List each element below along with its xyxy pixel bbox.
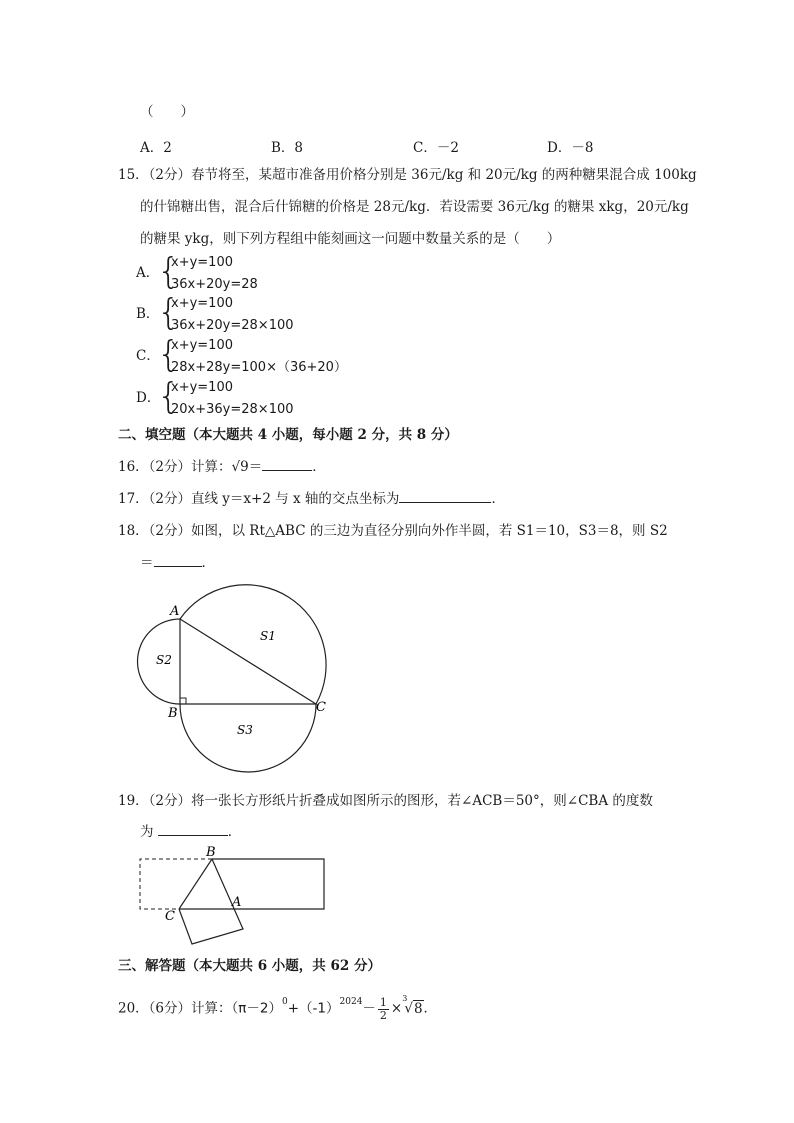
section-2-heading: 二、填空题（本大题共 4 小题，每小题 2 分，共 8 分） bbox=[118, 427, 458, 443]
q14-answer-paren: （ ） bbox=[140, 104, 194, 120]
q18-line-2 bbox=[140, 553, 215, 572]
q20-exponent-1: 0 bbox=[282, 997, 288, 1007]
radical-icon: √ bbox=[404, 1000, 413, 1017]
fold-line-cb bbox=[179, 859, 212, 909]
q18-line-1: 18．（2分）如图，以 Rt△ABC 的三边为直径分别向外作半圆，若 S1＝10，S3＝8，则 S2 bbox=[118, 523, 668, 539]
q19-answer-blank[interactable] bbox=[158, 822, 228, 836]
q20-fraction-denominator: 2 bbox=[379, 1008, 387, 1022]
option-label: A． bbox=[136, 265, 160, 281]
q20-fraction bbox=[378, 997, 389, 1022]
brace-icon: { bbox=[157, 376, 180, 417]
equation-1: x+y=100 bbox=[171, 255, 233, 270]
q19-suffix: ． bbox=[227, 824, 242, 840]
label-c: C bbox=[316, 700, 326, 715]
q15-line-1: 15．（2分）春节将至，某超市准备用价格分别是 36元/kg 和 20元/kg 的两种糖果混合成 100kg bbox=[118, 167, 697, 183]
paper-rectangle bbox=[179, 859, 324, 909]
equation-2: 20x+36y=28×100 bbox=[171, 402, 294, 417]
label-a: A bbox=[170, 604, 180, 619]
q20-prefix: 20．（6分）计算： bbox=[118, 1000, 232, 1017]
option-label: C． bbox=[136, 348, 160, 364]
q18-figure bbox=[130, 580, 330, 780]
q16-answer-blank[interactable] bbox=[262, 457, 312, 471]
q16-prefix: 16．（2分）计算： bbox=[118, 459, 232, 475]
q16-suffix: ． bbox=[312, 459, 326, 475]
equation-2: 28x+28y=100×（36+20） bbox=[171, 360, 347, 375]
equation-2: 36x+20y=28×100 bbox=[171, 318, 294, 333]
equation-1: x+y=100 bbox=[171, 380, 233, 395]
q20-base-1: （π－2） bbox=[231, 1000, 282, 1017]
option-label: B． bbox=[136, 306, 160, 322]
semicircle-s1 bbox=[180, 585, 326, 704]
q17-suffix: ． bbox=[491, 491, 505, 507]
label-c: C bbox=[165, 909, 175, 924]
q20-exponent-2: 2024 bbox=[339, 997, 363, 1007]
q18-line-2-prefix: ＝ bbox=[140, 555, 154, 571]
q16-expression: √9＝ bbox=[231, 459, 263, 475]
q14-option-b: B．8 bbox=[271, 140, 304, 156]
q14-option-a: A．2 bbox=[140, 140, 172, 156]
section-3-heading: 三、解答题（本大题共 6 小题，共 62 分） bbox=[118, 958, 381, 974]
q14-option-d: D．－8 bbox=[547, 140, 594, 156]
option-label: D． bbox=[136, 390, 161, 406]
label-s2: S2 bbox=[156, 653, 172, 667]
triangle-abc bbox=[180, 619, 316, 704]
dashed-fold-outline bbox=[140, 859, 212, 909]
label-b: B bbox=[206, 845, 216, 860]
q20-times: × bbox=[390, 1000, 403, 1017]
equation-1: x+y=100 bbox=[171, 338, 233, 353]
q15-line-2: 的什锦糖出售，混合后什锦糖的价格是 28元/kg．若设需要 36元/kg 的糖果 xkg，20元/kg bbox=[140, 199, 689, 215]
q20-root-index: 3 bbox=[402, 994, 408, 1003]
q19-figure bbox=[130, 845, 330, 945]
q20-minus: － bbox=[362, 1000, 376, 1017]
q17 bbox=[118, 489, 505, 508]
brace-icon: { bbox=[157, 334, 180, 375]
brace-icon: { bbox=[157, 251, 180, 292]
q18-suffix: ． bbox=[201, 555, 215, 571]
label-a: A bbox=[232, 895, 242, 910]
label-s3: S3 bbox=[237, 723, 253, 737]
q18-answer-blank[interactable] bbox=[154, 553, 202, 567]
q14-option-c: C．－2 bbox=[413, 140, 459, 156]
brace-icon: { bbox=[157, 292, 180, 333]
q19-line-2-prefix: 为 bbox=[140, 824, 158, 840]
q17-prefix: 17．（2分）直线 y＝x+2 与 x 轴的交点坐标为 bbox=[118, 491, 400, 507]
label-s1: S1 bbox=[260, 629, 276, 643]
q19-line-1: 19．（2分）将一张长方形纸片折叠成如图所示的图形，若∠ACB＝50°，则∠CBA 的度数 bbox=[118, 793, 653, 809]
q20-plus-term: +（-1） bbox=[287, 1000, 340, 1017]
label-b: B bbox=[168, 706, 178, 721]
equation-1: x+y=100 bbox=[171, 296, 233, 311]
q20-fraction-numerator: 1 bbox=[379, 995, 387, 1009]
right-angle-mark bbox=[180, 698, 186, 704]
q16 bbox=[118, 457, 326, 476]
q20-end: ． bbox=[423, 1000, 438, 1017]
q19-line-2 bbox=[140, 822, 241, 841]
equation-2: 36x+20y=28 bbox=[171, 277, 258, 292]
q20 bbox=[118, 994, 437, 1024]
q20-radicand: 8 bbox=[413, 1000, 423, 1017]
q15-line-3: 的糖果 ykg，则下列方程组中能刻画这一问题中数量关系的是（ ） bbox=[140, 231, 561, 247]
semicircle-s3 bbox=[180, 704, 316, 772]
q17-answer-blank[interactable] bbox=[399, 489, 491, 503]
